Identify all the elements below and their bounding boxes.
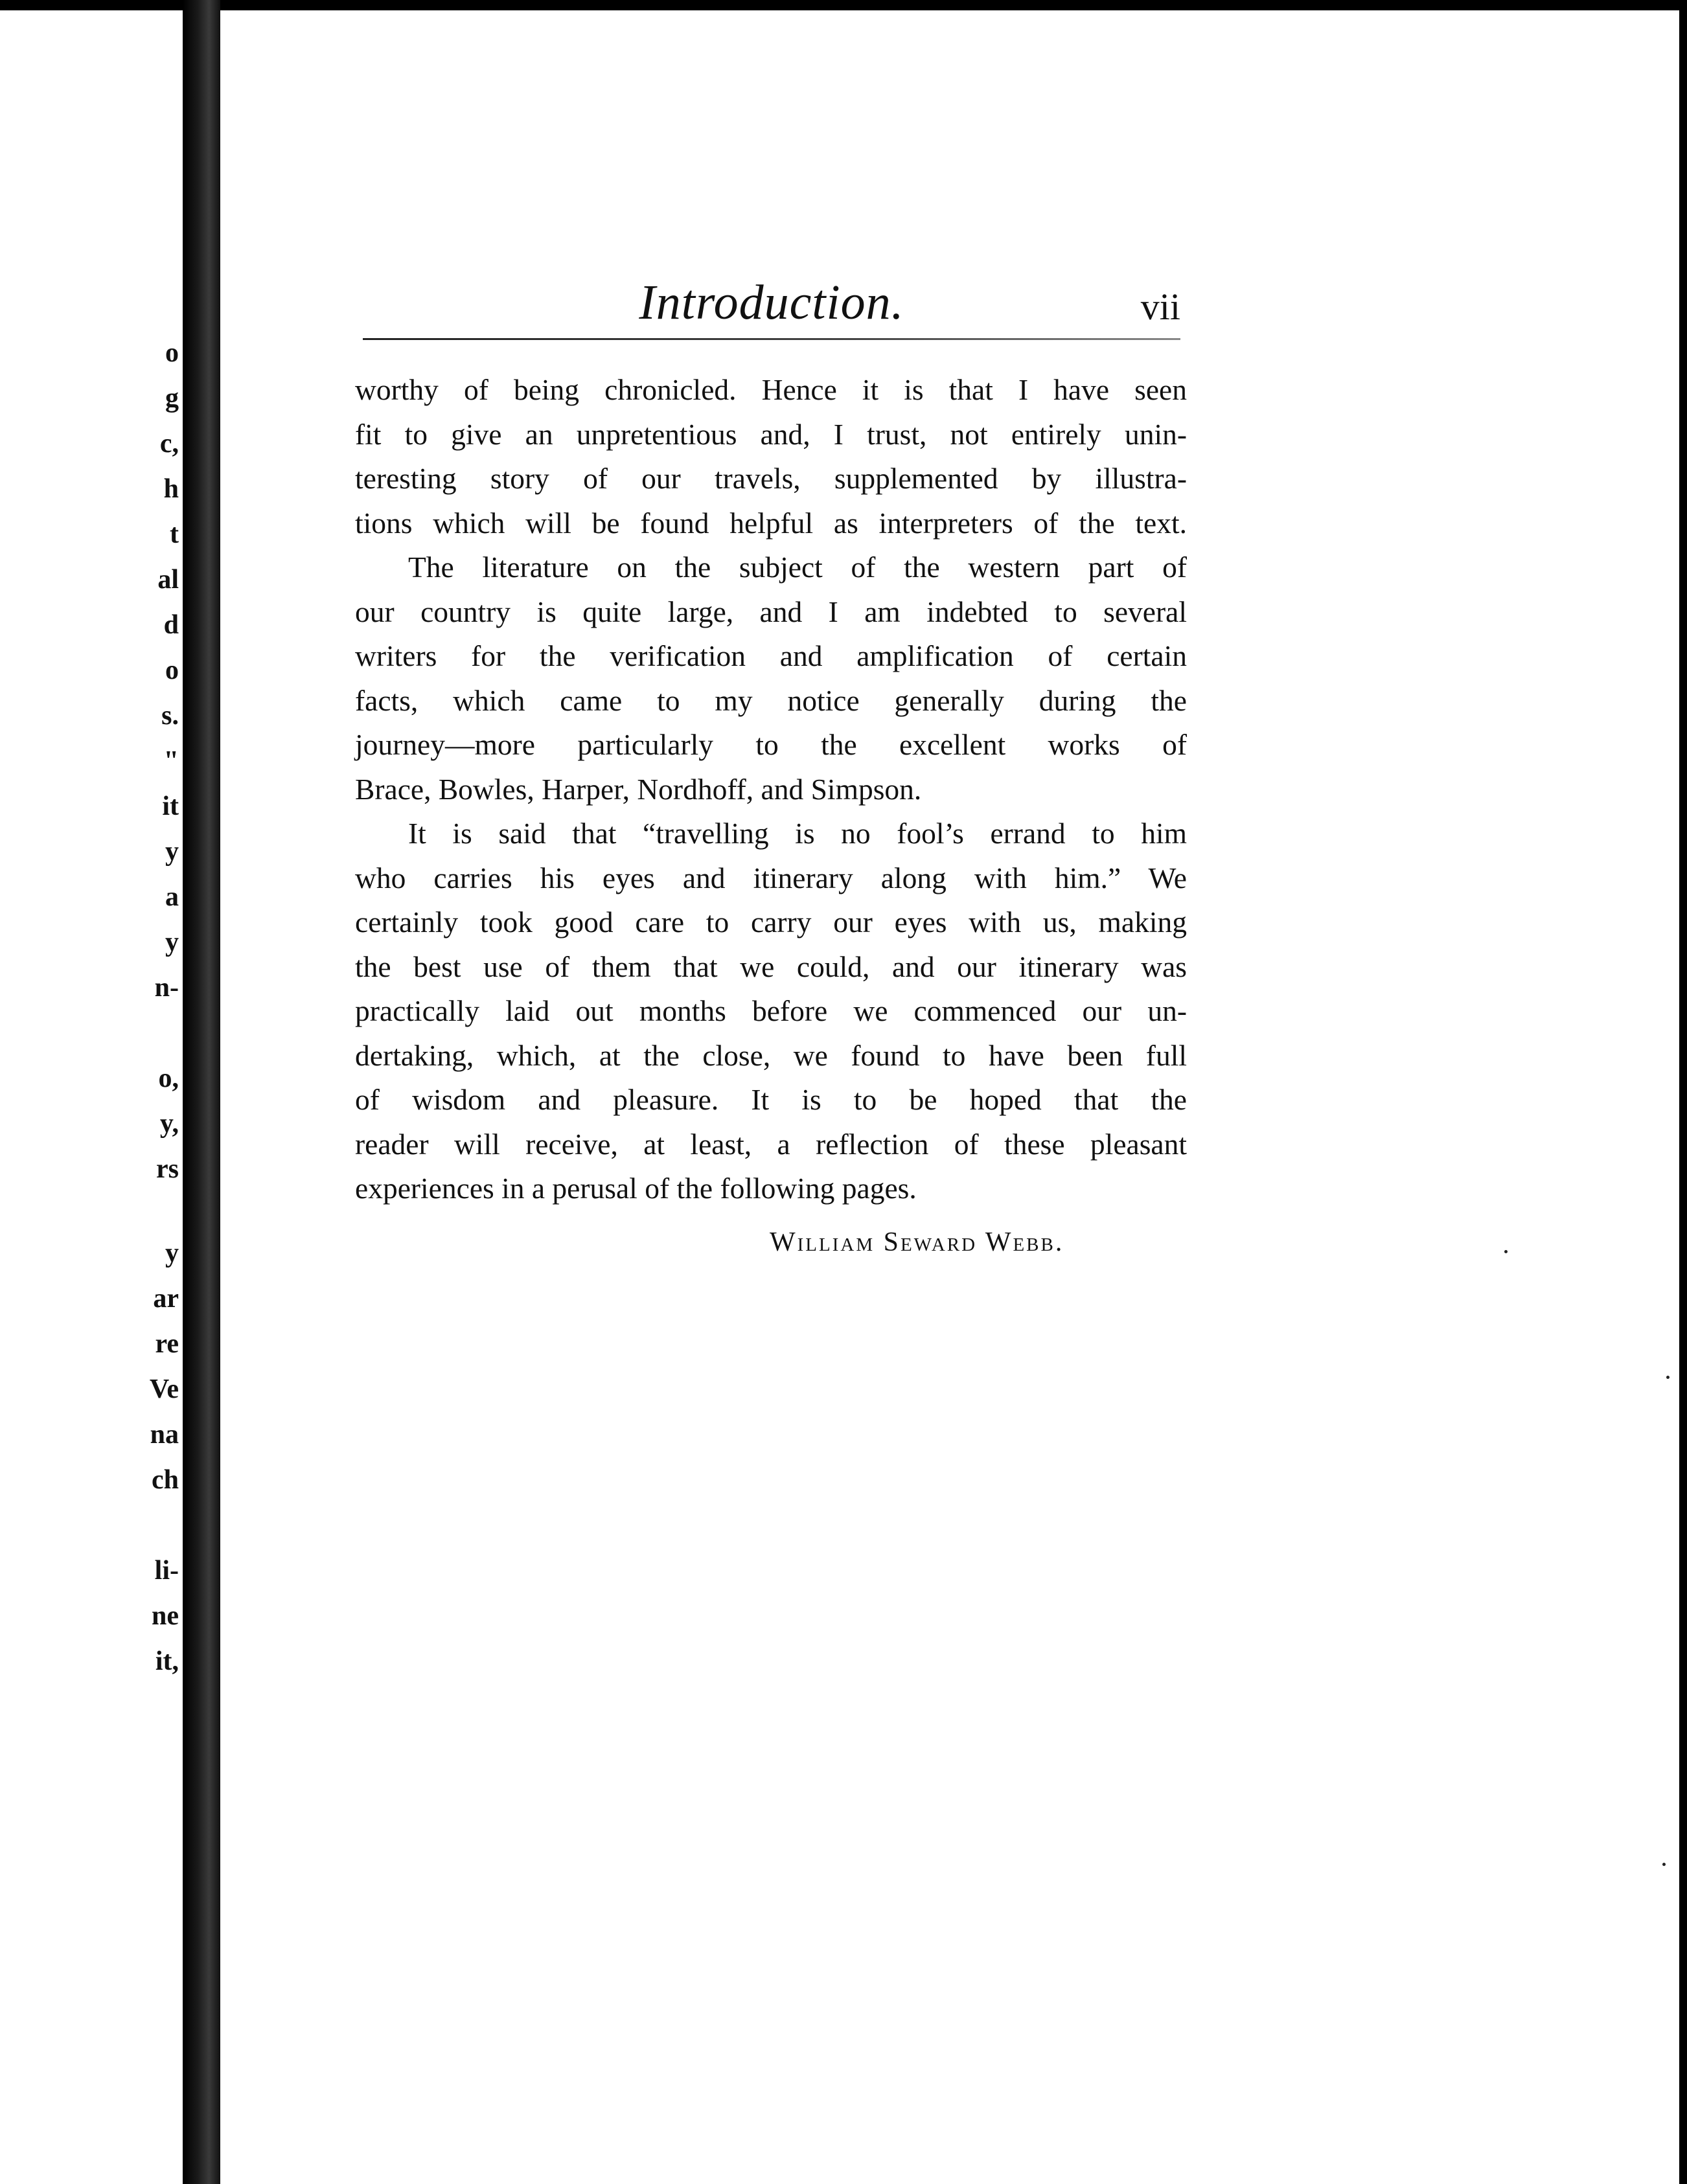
facing-page-fragment: s.	[161, 701, 179, 731]
facing-page-fragment: t	[170, 519, 179, 549]
text-line: experiences in a perusal of the following pages.	[355, 1172, 917, 1205]
facing-page-fragment: na	[150, 1420, 179, 1450]
text-line: Brace, Bowles, Harper, Nordhoff, and Simpson.	[355, 772, 922, 806]
book-page	[220, 10, 1679, 2184]
text-line: reader will receive, at least, a reflection of these pleasant	[355, 1127, 1187, 1161]
facing-page-fragment: "	[163, 746, 179, 776]
facing-page-fragment: al	[157, 565, 179, 595]
header-rule	[363, 338, 1180, 340]
facing-page-fragment: li-	[154, 1556, 179, 1586]
facing-page-fragment: re	[155, 1329, 179, 1359]
facing-page-fragment: c,	[159, 429, 179, 459]
facing-page-fragment: d	[163, 610, 179, 640]
facing-page-fragment: y	[165, 927, 179, 957]
paper-speck	[1666, 1376, 1670, 1379]
facing-page-fragment: ne	[152, 1601, 179, 1631]
text-line: our country is quite large, and I am indebted to several	[355, 595, 1187, 628]
text-line: tions which will be found helpful as interpreters of the text.	[355, 506, 1187, 540]
facing-page-fragment: it,	[155, 1646, 179, 1676]
facing-page-fragment: y,	[159, 1109, 179, 1139]
facing-page-fragment: o	[165, 655, 179, 685]
facing-page-fragment: n-	[154, 973, 179, 1003]
text-line: certainly took good care to carry our eyes with us, making	[355, 905, 1187, 938]
paragraph-2	[355, 545, 1187, 812]
text-line: facts, which came to my notice generally during the	[355, 683, 1187, 717]
facing-page-fragment: it	[162, 791, 179, 821]
text-line: teresting story of our travels, supplemented by illustra-	[355, 462, 1187, 495]
text-line: dertaking, which, at the close, we found to have been full	[355, 1038, 1187, 1072]
author-signature: William Seward Webb.	[770, 1227, 1064, 1257]
text-line: writers for the verification and amplification of certain	[355, 639, 1187, 672]
page-number: vii	[1140, 286, 1180, 328]
body-text	[355, 368, 1187, 1211]
text-line: fit to give an unpretentious and, I trust, not entirely unin-	[355, 417, 1187, 451]
facing-page-fragment: ch	[152, 1465, 179, 1495]
page-header	[363, 263, 1180, 334]
facing-page-fragment: Ve	[149, 1374, 179, 1404]
book-gutter	[183, 0, 220, 2184]
running-title: Introduction.	[639, 275, 904, 330]
facing-page-fragment: o,	[158, 1064, 179, 1093]
paragraph-1	[355, 368, 1187, 545]
text-line: The literature on the subject of the western part of	[408, 551, 1187, 584]
text-line: who carries his eyes and itinerary along with him.” We	[355, 861, 1187, 894]
facing-page-fragment: h	[163, 474, 179, 504]
text-line: journey—more particularly to the excellent works of	[355, 728, 1187, 761]
facing-page-left	[0, 10, 183, 2184]
facing-page-fragment: ar	[153, 1284, 179, 1314]
facing-page-fragment: rs	[156, 1154, 179, 1184]
text-line: It is said that “travelling is no fool’s errand to him	[408, 817, 1187, 850]
edge-mark	[1518, 10, 1524, 31]
text-line: practically laid out months before we commenced our un-	[355, 994, 1187, 1027]
text-line: the best use of them that we could, and our itinerary was	[355, 950, 1187, 983]
paper-speck	[1662, 1863, 1666, 1866]
facing-page-fragment: a	[165, 882, 179, 912]
text-line: worthy of being chronicled. Hence it is that I have seen	[355, 373, 1187, 406]
paper-speck	[1504, 1250, 1508, 1253]
facing-page-fragment: g	[165, 383, 179, 413]
paragraph-3	[355, 812, 1187, 1211]
text-line: of wisdom and pleasure. It is to be hoped that the	[355, 1083, 1187, 1116]
facing-page-fragment: o	[165, 338, 179, 368]
facing-page-fragment: y	[165, 837, 179, 867]
facing-page-fragment: y	[165, 1238, 179, 1268]
